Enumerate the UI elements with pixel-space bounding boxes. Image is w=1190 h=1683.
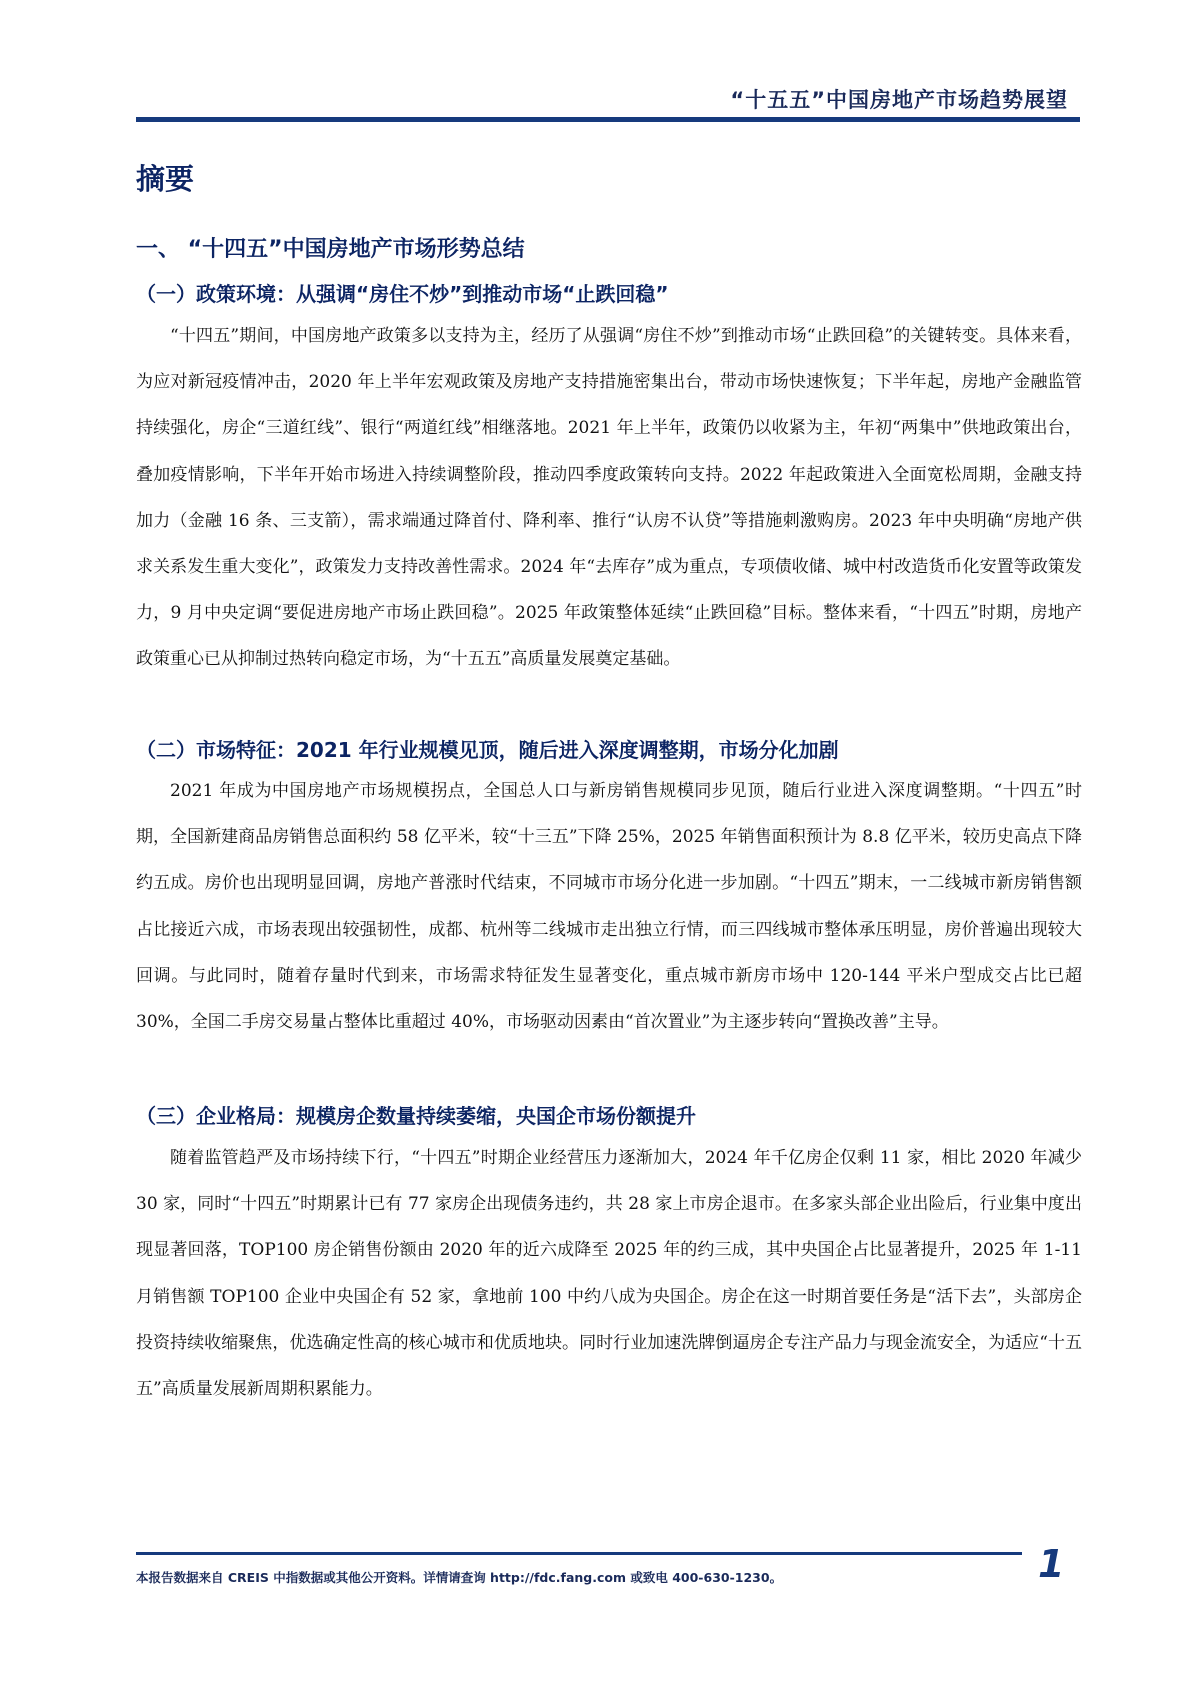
page-number: 1 (1038, 1542, 1065, 1586)
section-heading: 一、 “十四五”中国房地产市场形势总结 (136, 237, 525, 262)
paragraph-market: 2021 年成为中国房地产市场规模拐点，全国总人口与新房销售规模同步见顶，随后行业进入深度调整期。“十四五”时期，全国新建商品房销售总面积约 58 亿平米，较“十三五”下降 25%，2025 年销售面积预计为 8.8 亿平米，较历史高点下降约五成。房价也出现明显回调，房地产普涨时代结束，不同城市市场分化进一步加剧。“十四五”期末，一二线城市新房销售额占比接近六成，市场表现出较强韧性，成都、杭州等二线城市走出独立行情，而三四线城市整体承压明显，房价普遍出现较大回调。与此同时，随着存量时代到来，市场需求特征发生显著变化，重点城市新房市场中 120-144 平米户型成交占比已超 30%，全国二手房交易量占整体比重超过 40%，市场驱动因素由“首次置业”为主逐步转向“置换改善”主导。 (136, 781, 1082, 1033)
paragraph-enterprise: 随着监管趋严及市场持续下行，“十四五”时期企业经营压力逐渐加大，2024 年千亿房企仅剩 11 家，相比 2020 年减少 30 家，同时“十四五”时期累计已有 77 家房企出现债务违约，共 28 家上市房企退市。在多家头部企业出险后，行业集中度出现显著回落，TOP100 房企销售份额由 2020 年的近六成降至 2025 年的约三成，其中央国企占比显著提升，2025 年 1-11 月销售额 TOP100 企业中央国企有 52 家，拿地前 100 中约八成为央国企。房企在这一时期首要任务是“活下去”，头部房企投资持续收缩聚焦，优选确定性高的核心城市和优质地块。同时行业加速洗牌倒逼房企专注产品力与现金流安全，为适应“十五五”高质量发展新周期积累能力。 (136, 1148, 1082, 1400)
running-header-title: “十五五”中国房地产市场趋势展望 (730, 88, 1068, 112)
subsection-heading-policy: （一）政策环境：从强调“房住不炒”到推动市场“止跌回稳” (136, 282, 669, 306)
footer-note: 本报告数据来自 CREIS 中指数据或其他公开资料。详情请查询 http://fdc.fang.com 或致电 400-630-1230。 (136, 1570, 783, 1585)
subsection-heading-enterprise: （三）企业格局：规模房企数量持续萎缩，央国企市场份额提升 (136, 1104, 696, 1128)
page-title: 摘要 (136, 162, 195, 196)
subsection-heading-market: （二）市场特征：2021 年行业规模见顶，随后进入深度调整期，市场分化加剧 (136, 738, 839, 762)
footer-divider (136, 1552, 1022, 1555)
paragraph-policy: “十四五”期间，中国房地产政策多以支持为主，经历了从强调“房住不炒”到推动市场“止跌回稳”的关键转变。具体来看，为应对新冠疫情冲击，2020 年上半年宏观政策及房地产支持措施密集出台，带动市场快速恢复；下半年起，房地产金融监管持续强化，房企“三道红线”、银行“两道红线”相继落地。2021 年上半年，政策仍以收紧为主，年初“两集中”供地政策出台，叠加疫情影响，下半年开始市场进入持续调整阶段，推动四季度政策转向支持。2022 年起政策进入全面宽松周期，金融支持加力（金融 16 条、三支箭），需求端通过降首付、降利率、推行“认房不认贷”等措施刺激购房。2023 年中央明确“房地产供求关系发生重大变化”，政策发力支持改善性需求。2024 年“去库存”成为重点，专项债收储、城中村改造货币化安置等政策发力，9 月中央定调“要促进房地产市场止跌回稳”。2025 年政策整体延续“止跌回稳”目标。整体来看，“十四五”时期，房地产政策重心已从抑制过热转向稳定市场，为“十五五”高质量发展奠定基础。 (136, 326, 1082, 670)
header-divider (136, 117, 1080, 122)
